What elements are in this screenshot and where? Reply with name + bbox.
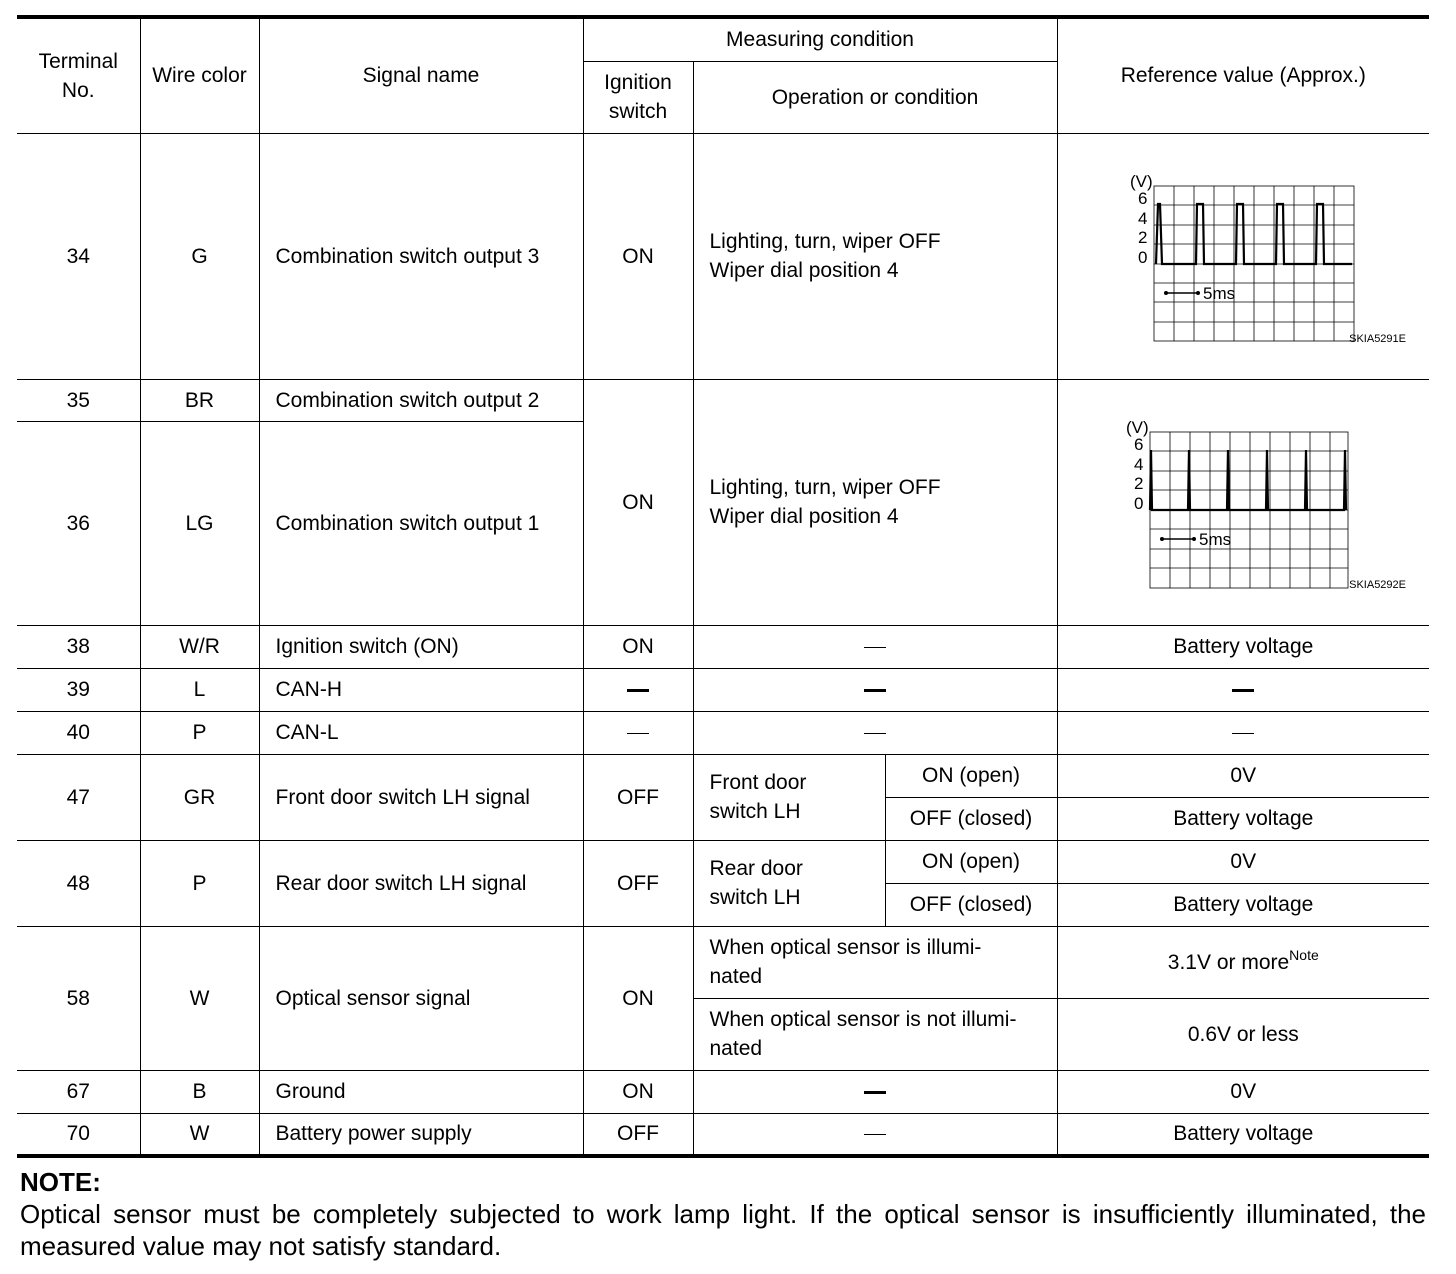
dash-mark: [864, 1091, 886, 1094]
terminal-spec-table: [17, 15, 1429, 1158]
wire-color: W/R: [140, 625, 259, 668]
dash-mark: [864, 1134, 886, 1136]
reference-value: [1057, 926, 1429, 998]
reference-value: [1057, 668, 1429, 711]
waveform-diagram: [1066, 402, 1422, 602]
waveform-y-tick: 0: [1133, 494, 1143, 513]
figure-code: SKIA5291E: [1348, 333, 1406, 345]
wire-color: B: [140, 1070, 259, 1113]
terminal-no: 47: [17, 754, 140, 840]
reference-text: 3.1V or more: [1167, 950, 1290, 974]
dash-mark: [864, 689, 886, 692]
table-row: [17, 711, 1429, 754]
waveform-y-tick: 4: [1133, 455, 1143, 474]
reference-value: 0.6V or less: [1057, 998, 1429, 1070]
operation-condition: [693, 1113, 1057, 1156]
terminal-no: 34: [17, 133, 140, 379]
waveform-diagram: [1066, 156, 1422, 356]
operation-condition: [693, 998, 1057, 1070]
signal-name: CAN-H: [259, 668, 583, 711]
operation-condition: [693, 926, 1057, 998]
table-row: [17, 625, 1429, 668]
waveform-unit: (V): [1129, 172, 1153, 191]
waveform-y-tick: 4: [1137, 209, 1147, 228]
signal-name: Ground: [259, 1070, 583, 1113]
signal-name: Optical sensor signal: [259, 926, 583, 1070]
signal-name: Combination switch output 2: [259, 379, 583, 421]
table-row: [17, 754, 1429, 797]
operation-condition: [693, 840, 885, 926]
wire-color: P: [140, 840, 259, 926]
signal-name: CAN-L: [259, 711, 583, 754]
table-row: [17, 926, 1429, 998]
terminal-no: 70: [17, 1113, 140, 1156]
operation-condition: [693, 1070, 1057, 1113]
condition-line: Front door: [709, 771, 807, 794]
dash-mark: [627, 689, 649, 692]
table-row: [17, 379, 1429, 421]
condition-line: Wiper dial position 4: [709, 259, 899, 282]
operation-condition: [693, 668, 1057, 711]
reference-value: [1057, 711, 1429, 754]
wire-color: GR: [140, 754, 259, 840]
waveform-y-tick: 6: [1137, 189, 1147, 208]
table-row: [17, 133, 1429, 379]
header-terminal-no: Terminal No.: [17, 17, 140, 133]
terminal-no: 48: [17, 840, 140, 926]
ignition-switch-state: ON: [583, 625, 693, 668]
waveform-y-tick: 2: [1137, 228, 1147, 247]
dash-mark: [1232, 689, 1254, 692]
header-signal-name: Signal name: [259, 17, 583, 133]
signal-name: Combination switch output 1: [259, 421, 583, 625]
signal-name: Combination switch output 3: [259, 133, 583, 379]
reference-value: 0V: [1057, 754, 1429, 797]
time-scale-marker: [1164, 291, 1168, 295]
waveform-trace: [1150, 450, 1346, 510]
condition-line: When optical sensor is illumi-: [709, 936, 982, 959]
header-operation-or-condition: Operation or condition: [693, 61, 1057, 133]
signal-name: Rear door switch LH signal: [259, 840, 583, 926]
wire-color: LG: [140, 421, 259, 625]
condition-line: Lighting, turn, wiper OFF: [709, 230, 941, 253]
condition-line: nated: [709, 965, 763, 988]
time-scale-marker: [1196, 291, 1200, 295]
ignition-switch-state: ON: [583, 133, 693, 379]
waveform-y-tick: 2: [1133, 474, 1143, 493]
operation-condition: [693, 133, 1057, 379]
time-scale-marker: [1160, 537, 1164, 541]
terminal-no: 39: [17, 668, 140, 711]
ignition-switch-state: OFF: [583, 754, 693, 840]
ignition-switch-state: [583, 711, 693, 754]
ignition-switch-state: [583, 668, 693, 711]
note-reference: Note: [1289, 946, 1319, 963]
condition-line: nated: [709, 1037, 763, 1060]
signal-name: Battery power supply: [259, 1113, 583, 1156]
waveform-time-label: 5ms: [1198, 530, 1231, 549]
operation-condition: [693, 625, 1057, 668]
reference-value: 0V: [1057, 1070, 1429, 1113]
wire-color: W: [140, 926, 259, 1070]
note-title: NOTE:: [20, 1167, 101, 1197]
header-ignition-switch: Ignition switch: [583, 61, 693, 133]
reference-value: 0V: [1057, 840, 1429, 883]
time-scale-marker: [1192, 537, 1196, 541]
ignition-switch-state: ON: [583, 926, 693, 1070]
operation-condition: [693, 754, 885, 840]
switch-state: OFF (closed): [885, 797, 1057, 840]
operation-condition: [693, 711, 1057, 754]
switch-state: ON (open): [885, 754, 1057, 797]
table-row: [17, 1113, 1429, 1156]
reference-value: Battery voltage: [1057, 1113, 1429, 1156]
reference-value: Battery voltage: [1057, 625, 1429, 668]
waveform-y-tick: 0: [1137, 248, 1147, 267]
condition-line: Wiper dial position 4: [709, 505, 899, 528]
waveform-y-tick: 6: [1133, 435, 1143, 454]
wire-color: W: [140, 1113, 259, 1156]
terminal-no: 35: [17, 379, 140, 421]
ignition-switch-state: OFF: [583, 840, 693, 926]
switch-state: OFF (closed): [885, 883, 1057, 926]
wire-color: G: [140, 133, 259, 379]
operation-condition: [693, 379, 1057, 625]
header-wire-color: Wire color: [140, 17, 259, 133]
switch-state: ON (open): [885, 840, 1057, 883]
wire-color: L: [140, 668, 259, 711]
ignition-switch-state: ON: [583, 1070, 693, 1113]
figure-code: SKIA5292E: [1348, 579, 1406, 591]
terminal-no: 38: [17, 625, 140, 668]
reference-waveform-cell: [1057, 379, 1429, 625]
dash-mark: [1232, 733, 1254, 735]
note-section: [20, 1166, 1426, 1262]
condition-line: switch LH: [709, 800, 801, 823]
waveform-time-label: 5ms: [1202, 284, 1235, 303]
reference-waveform-cell: [1057, 133, 1429, 379]
dash-mark: [627, 733, 649, 735]
signal-name: Ignition switch (ON): [259, 625, 583, 668]
condition-line: Lighting, turn, wiper OFF: [709, 476, 941, 499]
ignition-switch-state: OFF: [583, 1113, 693, 1156]
table-row: [17, 840, 1429, 883]
terminal-no: 58: [17, 926, 140, 1070]
terminal-no: 40: [17, 711, 140, 754]
header-reference-value: Reference value (Approx.): [1057, 17, 1429, 133]
ignition-switch-state: ON: [583, 379, 693, 625]
wire-color: BR: [140, 379, 259, 421]
dash-mark: [864, 733, 886, 735]
reference-value: Battery voltage: [1057, 883, 1429, 926]
header-measuring-condition: Measuring condition: [583, 17, 1057, 61]
condition-line: switch LH: [709, 886, 801, 909]
note-text: Optical sensor must be completely subjected to work lamp light. If the optical sensor is insufficiently illuminated, the measured value may not satisfy standard.: [20, 1199, 1426, 1261]
condition-line: When optical sensor is not illumi-: [709, 1008, 1017, 1031]
waveform-unit: (V): [1125, 418, 1149, 437]
condition-line: Rear door: [709, 857, 803, 880]
signal-name: Front door switch LH signal: [259, 754, 583, 840]
terminal-no: 67: [17, 1070, 140, 1113]
wire-color: P: [140, 711, 259, 754]
table-row: [17, 1070, 1429, 1113]
dash-mark: [864, 647, 886, 649]
terminal-no: 36: [17, 421, 140, 625]
table-row: [17, 668, 1429, 711]
reference-value: Battery voltage: [1057, 797, 1429, 840]
